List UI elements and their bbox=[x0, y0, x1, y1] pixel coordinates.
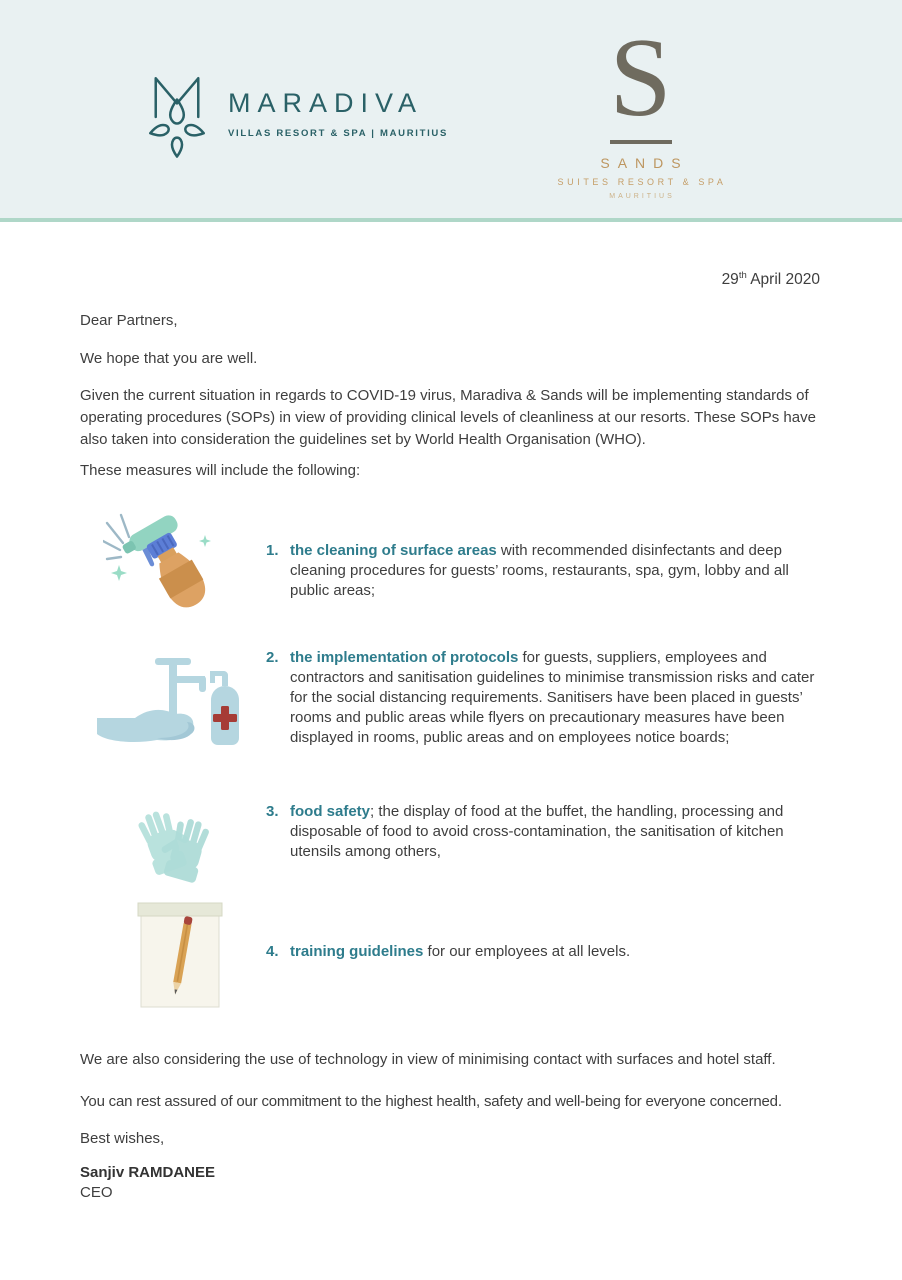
notepad-pencil-icon bbox=[121, 893, 239, 1024]
measure-item-2 bbox=[266, 648, 828, 748]
measure-description: the implementation of protocols for guests, suppliers, employees and contractors and sanitisation guidelines to minimise transmission risks and cater for the social distancing requirements. Sanitisers have been placed in guests’ rooms and public areas while flyers on precautionary measures have been displayed in rooms, public areas and on employees notice boards; bbox=[290, 649, 815, 746]
gloves-icon bbox=[110, 777, 240, 888]
measure-description: the cleaning of surface areas with recommended disinfectants and deep cleaning procedures for guests’ rooms, restaurants, spa, gym, lobby and all public areas; bbox=[290, 542, 789, 599]
maradiva-flower-icon bbox=[148, 72, 206, 163]
body-paragraph-2: These measures will include the following: bbox=[80, 462, 361, 479]
sands-logo bbox=[548, 16, 733, 200]
measure-number: 1. bbox=[266, 542, 279, 559]
signature-block bbox=[80, 1163, 215, 1203]
intro-paragraph: We hope that you are well. bbox=[80, 350, 258, 367]
salutation: Dear Partners, bbox=[80, 312, 178, 329]
signatory-title: CEO bbox=[80, 1184, 113, 1201]
measure-description: food safety; the display of food at the buffet, the handling, processing and disposable of food to avoid cross-contamination, the sanitisation of kitchen utensils among others, bbox=[290, 803, 784, 860]
closing-paragraph-2: You can rest assured of our commitment to the highest health, safety and well-being for everyone concerned. bbox=[80, 1093, 782, 1110]
measure-description: training guidelines for our employees at all levels. bbox=[290, 943, 631, 960]
sands-location: MAURITIUS bbox=[609, 193, 675, 200]
hand-washing-icon bbox=[97, 650, 247, 763]
closing-paragraph-1: We are also considering the use of technology in view of minimising contact with surfaces and hotel staff. bbox=[80, 1051, 776, 1068]
measure-number: 2. bbox=[266, 649, 279, 666]
maradiva-logo bbox=[148, 72, 448, 163]
measure-number: 3. bbox=[266, 803, 279, 820]
measure-item-4 bbox=[266, 942, 828, 962]
sands-wordmark: SANDS bbox=[600, 155, 689, 171]
measure-number: 4. bbox=[266, 943, 279, 960]
maradiva-wordmark: MARADIVA bbox=[228, 88, 424, 118]
sands-tagline: SUITES RESORT & SPA bbox=[557, 177, 727, 187]
dateline: 29th April 2020 bbox=[721, 270, 820, 289]
maradiva-tagline: VILLAS RESORT & SPA | MAURITIUS bbox=[228, 128, 449, 139]
signatory-name: Sanjiv RAMDANEE bbox=[80, 1164, 216, 1181]
measure-item-3 bbox=[266, 802, 828, 862]
sands-rule bbox=[610, 140, 672, 144]
body-paragraph-1: Given the current situation in regards to COVID-19 virus, Maradiva & Sands will be implementing standards of operating procedures (SOPs) in view of providing clinical levels of cleanliness at our resorts. These SOPs have also taken into consideration the guidelines set by World Health Organisation (WHO). bbox=[80, 387, 816, 448]
spray-bottle-icon bbox=[103, 507, 237, 628]
sands-monogram: S bbox=[609, 16, 672, 140]
closing-valediction: Best wishes, bbox=[80, 1130, 165, 1147]
measure-item-1 bbox=[266, 541, 828, 601]
letterhead bbox=[0, 0, 902, 222]
